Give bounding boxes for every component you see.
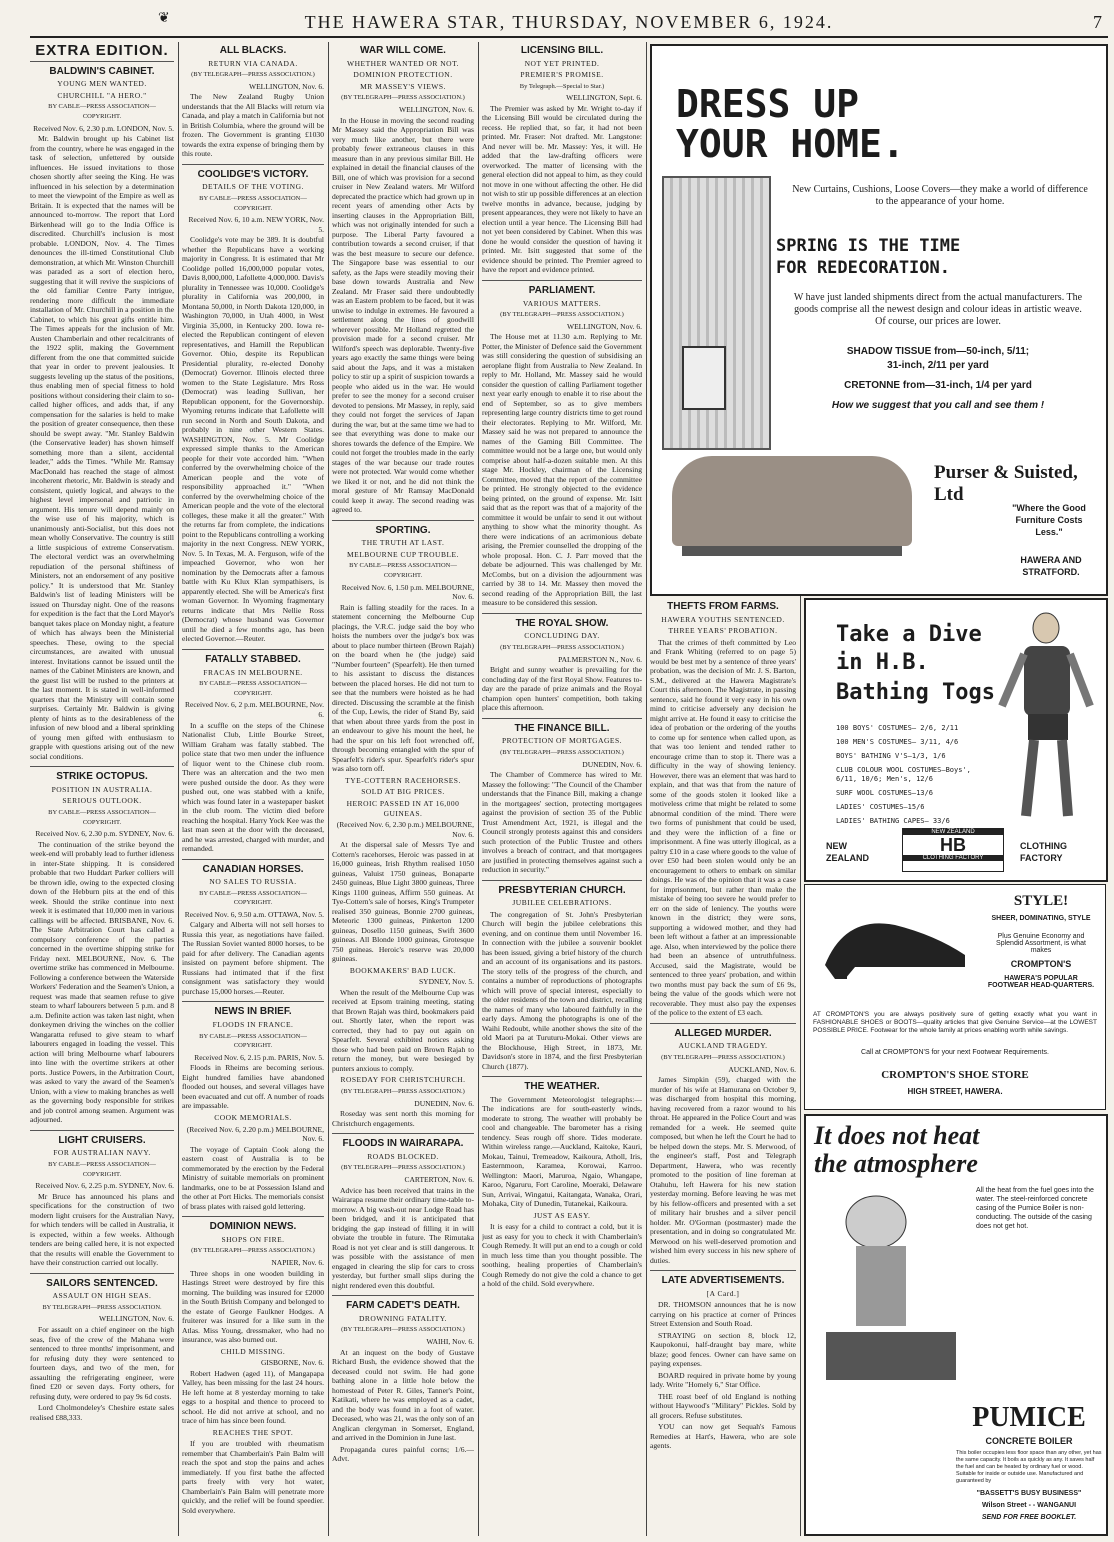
subheading: CONCLUDING DAY. [524, 631, 600, 641]
ad-price: 31-inch, 2/11 per yard [887, 360, 989, 371]
dateline: Received Nov. 6, 1.50 p.m. MELBOURNE, Nov. 6. [341, 582, 474, 602]
column-rule [328, 42, 329, 1536]
article-title: BALDWIN'S CABINET. [49, 65, 155, 77]
dateline: Received Nov. 6, 9.50 a.m. OTTAWA, Nov. 5. [184, 909, 324, 919]
ad-headline: Take a Dive [836, 622, 982, 647]
dateline: (Received Nov. 6, 2.20 p.m.) MELBOURNE, Nov. 6. [186, 1124, 324, 1144]
classified-ad: BOARD required in private home by young lady. Write "Homely 6," Star Office. [650, 1370, 796, 1390]
subheading: HEROIC PASSED IN AT 16,000 GUINEAS. [346, 798, 460, 818]
credit-line: BY CABLE—PRESS ASSOCIATION—COPYRIGHT. [349, 562, 457, 579]
article-body: Bright and sunny weather is prevailing for the concluding day of the first Royal Show. Features to-day are the parade of prize animals and the Royal champion open hunters' competition, both taking place this afternoon. [482, 665, 642, 713]
ad-call: Call at CROMPTON'S for your next Footwear Requirements. [861, 1049, 1049, 1056]
credit-line: BY CABLE—PRESS ASSOCIATION—COPYRIGHT. [199, 889, 307, 907]
ad-left-text: NEW [826, 841, 847, 851]
article-body: The Chamber of Commerce has wired to Mr. Massey the following: "The Council of the Chamber understands that the Finance Bill, making a change in the mortgagees' section, protecting mortgagees against the provision of section 35 of the Public Trust Amendment Act, 1921, is illegal and the Council strongly protests against this and considers such protection of the Public Trustee and others involves a breach of contract, and that mortgagees are justified in protecting themselves against such a reduction in security." [482, 770, 642, 875]
subheading: DOMINION PROTECTION. [353, 70, 453, 80]
subheading: PROTECTION OF MORTGAGES. [501, 736, 623, 746]
subheading: CHILD MISSING. [220, 1346, 286, 1356]
ad-cromptons [804, 884, 1106, 1110]
shoe-illustration [815, 895, 975, 981]
subheading: BOOKMAKERS' BAD LUCK. [349, 965, 457, 975]
subheading: RETURN VIA CANADA. [208, 58, 298, 68]
article-title: WAR WILL COME. [360, 45, 446, 56]
article-title: PRESBYTERIAN CHURCH. [498, 884, 626, 896]
credit-line: (BY TELEGRAPH—PRESS ASSOCIATION.) [500, 748, 624, 756]
late-ads-title: LATE ADVERTISEMENTS. [661, 1275, 785, 1287]
article-body: The Government Meteorologist telegraphs:— The indications are for south-easterly winds, moderate to strong. The weather will probably be cool and changeable. The barometer has a rising tendency. Seas rough off shore. Tides moderate. Within wireless range.—Auckland, Kaitoke, Kauri, Mokau, Tainui, Tremeadow, Kaikoura, Atholl, Iris, Easternmoon, Karamea, Korowai, Karroo. Wellington: Maori, Maruroa, Ngaio, Whangape, Karoo, Ngaruru, Fort Caroline, Moeraki, Delaware Sun, Arrivai, Wingatui, Kaitangata, Wanaka, Orari, Mohaka, City of Dunedin, Tutanekai, Kaikoura. [482, 1094, 642, 1209]
credit-line: (BY TELEGRAPH—PRESS ASSOCIATION.) [191, 71, 315, 79]
article-body: The House met at 11.30 a.m. Replying to Mr. Potter, the Minister of Defence said the Government was still considering the question of subsidising an aeroplane flight from Australia to New Zealand. In reply to Mr. Holland, Mr. Massey said he would consider the question of calling Parliament together next year early enough to enable it to rise about the end of September, so as to give members representing large country districts time to get round their electorates. Replying to Mr. Wilford, Mr. Massey said he was not prepared to announce the names of the Gaming Bill Committee. The committee would not be a large one, but would only comprise about half-a-dozen suitable men. At this stage Mr. Hockley, chairman of the Licensing Committee, moved that the report of the committee be printed. He strongly objected to the evidence being printed, on the ground of expense. Mr. Isitt said that as the report was that of a majority of the committee it would be unfair to send it out without anything to show what the minority thought. As there were indications of an acrimonious debate arising, the Premier counselled the dropping of the whole proposal. Hon. C. J. Parr moved that the debate be adjourned. This was challenged by Mr. McCombs, but on a division the adjournment was carried by 38 to 14. Mr. Massey then moved the second reading of the Appropriation Bill, the last measure to be considered this session. [482, 332, 642, 608]
subheading: HAWERA YOUTHS SENTENCED. [661, 614, 785, 624]
ad-maker: "BASSETT'S BUSY BUSINESS" [976, 1490, 1082, 1497]
subheading: MR MASSEY'S VIEWS. [360, 81, 446, 91]
article-body: Calgary and Alberta will not sell horses to Russia this year, as negotiations have failed. The Russian Soviet wanted 8000 horses, to be paid for after delivery. The Canadian agents insisted on payment before shipment. The Russians had intimated that if the first consignment was satisfactory they would purchase 15,000 horses.—Reuter. [182, 920, 324, 996]
article-title: SAILORS SENTENCED. [46, 1277, 158, 1289]
credit-line: (BY TELEGRAPH—PRESS ASSOCIATION.) [661, 1053, 785, 1061]
footnote: Propaganda cures painful corns; 1/6.—Advt. [332, 1444, 474, 1463]
price-item: LADIES' BATHING CAPES— 33/6 [836, 817, 950, 825]
column-2 [182, 42, 324, 1536]
dateline: PALMERSTON N., Nov. 6. [558, 654, 642, 664]
article-body: The New Zealand Rugby Union understands that the All Blacks will return via Canada, and play a match in California but not in British Columbia, where the ground will be frozen. The Government is granting £1030 towards the extra expense of bringing them by this route. [182, 92, 324, 159]
article-title: THE ROYAL SHOW. [515, 617, 609, 629]
ad-take-a-dive [804, 598, 1108, 882]
extra-edition-heading: EXTRA EDITION. [35, 42, 169, 59]
article-body: James Simpkin (59), charged with the murder of his wife at Hamurana on October 9, was discharged from hospital this morning, having recovered from a razor wound to his throat. He appeared in the Police Court and was remanded for a week. He seemed quite composed, but when he left the Court he had to be helped down the steps. Mr. S. Merwood, of the engineer's staff, Post and Telegraph Department, Hawera, who was recently promoted to the position of line foreman at Otahuhu, left Hawera for his new station yesterday morning. Before leaving he was met by his fellow-officers and presented with a set of military hair brushes and a silver pencil holder. Mr. O'Gorman (postmaster) made the presentation, and in doing so congratulated Mr. Merwood on his well-deserved promotion and wished him every success in his new sphere of duties. [650, 1075, 796, 1265]
masthead [30, 10, 1108, 38]
credit-line: BY CABLE—PRESS ASSOCIATION—COPYRIGHT. [48, 808, 156, 826]
subheading: POSITION IN AUSTRALIA. [51, 784, 153, 794]
dateline: DUNEDIN, Nov. 6. [414, 1098, 474, 1108]
subheading: THE TRUTH AT LAST. [361, 538, 445, 548]
boiler-illustration [816, 1182, 966, 1382]
classified-ad: DR. THOMSON announces that he is now carrying on his practice at corner of Princes Street Extension and South Road. [650, 1300, 796, 1329]
credit-line: (BY TELEGRAPH—PRESS ASSOCIATION.) [341, 94, 465, 102]
dateline: Received Nov. 6, 2.30 p.m. SYDNEY, Nov. 6. [35, 829, 174, 839]
article-body: The Premier was asked by Mr. Wright to-day if the Licensing Bill would be circulated during the recess. He replied that, so far, it had not been printed. Mr. Fraser: Not drafted. Mr. Langstone: And never will be. Mr. Massey: Yes, it will. He added that the law-drafting officers were overworked. The matter of licensing with the general election did not appeal to him, as they could not move in one without affecting the other. He did not wish to stir up possible differences at an election twelve months in advance, because, judging by present appearances, they were not likely to have an election until a year hence. The Licensing Bill had not yet been considered by Cabinet. When this was done he would consider the question of having it printed. Mr. Isitt suggested that some of the evidence should be printed. The Premier agreed to have the report and evidence printed. [482, 103, 642, 275]
subheading: SERIOUS OUTLOOK. [62, 796, 142, 806]
article-body: Coolidge's vote may be 389. It is doubtful whether the Republicans have a working majority in Congress. It is estimated that Mr Coolidge polled 16,000,000 popular votes, Davis 8,000,000, Lafollette 4,000,000. Davis's plurality in Tennessee was 10,000. Coolidge's plurality in California was 200,000, in Montana 50,000, in North Dakota 120,000, in Washington 70,000, in Utah 4000, in West Virginia 35,000, in Kentucky 200. Iowa re-elected the Republican contingent of eleven representatives, and Hamill the Republican Governor. Ohio, despite its Republican Presidential plurality, re-elected Donohy (Democrat) Governor. Illinois elected three women to the State Legislature. Mrs Ross (Democrat) was leading Sullivan, her Republican opponent, for the Governorship. Wyoming returns indicate that Lafollette will run second in North and South Dakota, and probably in nine other Western States. WASHINGTON, Nov. 5. Mr Coolidge expressed simple thanks to the American people for their vote accorded him. "When conferred by the overwhelming choice of the American people and the vote of responsibility approached it." "When conferred by the overwhelming choice of the American people and the vote of the electoral colleges, these make it all the greater." With the returns far from complete, the indications point to the Republicans controlling a working majority in the next Congress. NEW YORK, Nov. 5. In Texas, M. A. Ferguson, wife of the impeached Governor, who won her nomination by the Democrats after a famous battle with Ku Klux Klan sympathisers, is apparently elected. She will be America's first woman Governor. In Wyoming fragmentary returns indicate that Mrs Nellie Ross (Democrat) whose husband was Governor until he died a few months ago, has been elected Governor.—Reuter. [182, 235, 324, 644]
ad-headline: YOUR HOME. [676, 122, 905, 166]
ad-firm-name: Purser & Suisted, Ltd [934, 462, 1078, 505]
ad-brand: PUMICE [972, 1402, 1086, 1433]
article-body: At the dispersal sale of Messrs Tye and Cottern's racehorses, Heroic was passed in at 16,000 guineas, Irish Rhythm realised 1050 guineas, Valuist 1750 guineas, Bonaparte 2450 guineas, Blue Light 3800 guineas, Three Kings 1100 guineas, Affirm 550 guineas. At Tye-Cottern's sale of horses, King's Trumpeter realised 350 guineas, Bonnie 2700 guineas, Meteoric 1300 guineas, Pinkerton 1200 guineas, Dosello 1150 guineas, Swift 3600 guineas. All Blonde 1000 guineas, Grotesque 750 guineas. Heroic's reserve was 20,000 guineas. [332, 840, 474, 964]
credit-line: (BY TELEGRAPH—PRESS ASSOCIATION.) [500, 311, 624, 319]
subheading: AUCKLAND TRAGEDY. [678, 1041, 768, 1051]
subheading: PREMIER'S PROMISE. [520, 70, 604, 80]
article-title: THE WEATHER. [524, 1081, 600, 1093]
article-title: ALL BLACKS. [219, 45, 287, 56]
subheading: SHOPS ON FIRE. [221, 1234, 285, 1244]
credit-line: BY TELEGRAPH—PRESS ASSOCIATION. [42, 1303, 162, 1311]
ad-right-text: FACTORY [1020, 853, 1063, 863]
credit-line: (BY TELEGRAPH—PRESS ASSOCIATION.) [341, 1164, 465, 1172]
article-body: That the crimes of theft committed by Leo and Frank Whiting (referred to on page 5) would be best met by a sentence of three years' probation, was the decision of Mr. J. S. Barton, S.M., delivered at the Hawera Magistrate's Court this afternoon. The Magistrate, in passing sentence, said he found it very easy in his own mind to criticise adversely any decision he might arrive at. He found it easy to criticise the idea of probation or the ordering of the youths to come up for sentence when called upon, as that was too lenient and tended rather to encourage crime than to stop it. There was a difficulty in the way of showing leniency. However, there was an element that was hard to explain, and that was that from the nature of some of the goods stolen it looked like a motiveless crime that might be related to some abnormal condition of the mind. There were two forms of punishment that could be used, and they were the infliction of a fine or imprisonment. A fine was utterly illogical, as a paltry £10 in a case where goods to the value of over £50 had been stolen would only be an encouragement to others to embark on similar doings. He was of the opinion that it was a case for imprisonment, but rather than make the mistake of being too severe he would prefer to err on the side of leniency. The youths were known in the district; they were sons, supporting a widowed mother, and they had been left without a father at an impressionable age. Also, when interviewed by the police there had been an absence of untruthfulness. Accused, said the Magistrate, would be sentenced to three years' probation, and within two months must pay back the sum of £6 9s, being the value of the goods which were not recoverable. They must also pay the expenses of the police to the extent of £3 each. [650, 637, 796, 1018]
subheading: ASSAULT ON HIGH SEAS. [52, 1291, 152, 1301]
credit-line: BY CABLE—PRESS ASSOCIATION—COPYRIGHT. [199, 680, 307, 697]
classified-ad: THE roast beef of old England is nothing without Haywood's "Military" Pickles. Sold by all grocers. Refuse substitutes. [650, 1391, 796, 1420]
dateline: WELLINGTON, Nov. 6. [399, 104, 474, 114]
sofa-illustration [672, 456, 912, 546]
dateline: GISBORNE, Nov. 6. [260, 1358, 324, 1368]
picture-frame-illustration [682, 346, 726, 410]
ad-brand-sub: CONCRETE BOILER [985, 1436, 1073, 1446]
credit-line: BY CABLE—PRESS ASSOCIATION—COPYRIGHT. [48, 103, 156, 120]
ad-maker-address: Wilson Street - - WANGANUI [981, 1502, 1077, 1509]
article-title: COOLIDGE'S VICTORY. [197, 168, 309, 180]
ad-store: CROMPTON'S SHOE STORE [881, 1069, 1029, 1081]
ad-spring: SPRING IS THE TIME [776, 236, 961, 256]
dateline: NAPIER, Nov. 6. [271, 1258, 324, 1267]
article-title: SPORTING. [375, 524, 431, 536]
column-1 [30, 42, 174, 1536]
sofa-base-illustration [682, 546, 902, 556]
article-title: ALLEGED MURDER. [674, 1027, 772, 1039]
credit-line: (BY TELEGRAPH—PRESS ASSOCIATION.) [191, 1247, 315, 1255]
newspaper-title: THE HAWERA STAR, THURSDAY, NOVEMBER 6, 1924. [304, 12, 834, 32]
dateline: WELLINGTON, Sept. 6. [566, 93, 642, 103]
article-body: At an inquest on the body of Gustave Richard Bush, the evidence showed that the deceased could not swim. He had gone bathing alone in a little hole below the homestead of Peter R. Giles, Tanner's Point, Katikati, where he was employed as a cadet, and the body was found in a foot of water. Deceased, who was 21, was the only son of an Anglican clergyman in Somerset, England, and arrived in the Dominion in June last. [332, 1347, 474, 1442]
article-title: STRIKE OCTOPUS. [56, 771, 148, 783]
price-item: LADIES' COSTUMES—15/6 [836, 803, 925, 811]
ad-towns: HAWERA AND STRATFORD. [1020, 555, 1082, 577]
ad-price: CRETONNE from—31-inch, 1/4 per yard [844, 380, 1032, 391]
article-body: Mr. Baldwin brought up his Cabinet list from the country, where he was engaged in the task of selection, unfettered by outside influences. He issued invitations to those chosen shortly after seeing the King. He was influenced in his selection by a determination to meet the viewpoint of the Empire as well as Britain. It is expected that the names will be announced to-morrow. The report that Lord Birkenhead will go to the India Office is discredited. Churchill's inclusion is most probable. LONDON, Nov. 4. The Times denounces the ill-timed Constitutional Club demonstration, at which Mr. Winston Churchill was paraded as a sort of election hero, suggesting that it will revive the suspicions of the old familiar Centre Party intrigue, rendering more difficult the immediate installation of Mr. Churchill in a position in the Cabinet, to which his great gifts entitle him. The Times appeals for the inclusion of Mr. Austen Chamberlain and other recalcitrants of the 1922 split, making the Government different from the one that committed suicide that year in order to prevent jealousies. It suggests leveling up the status of the positions, thus enabling men of special fitness to hold positions without considering their claim to so-called higher offices, and adds that, if any compensation for the salaries is held to make the position of greater consequence, then these should be swept away. "Mr. Stanley Baldwin (the Conservative leader) has shown himself something more than a silent, accidental leader," adds the Times. "While Mr. Ramsay MacDonald has reached the stage of almost incoherent rhetoric, Mr. Baldwin is steady and consistent, quietly logical, and always to the highest level impersonal and patriotic in argument. His tenure will depend mainly on the wise use of his majority, which is unanimously anti-Socialist, but this does not mean wholly Conservative. The country is still a little suspicious of extreme Conservatism. The electoral verdict was an overwhelming repudiation of the personal shiftiness of Ministers, not an endorsement of any positive policy." It is understood that Mr. Stanley Baldwin's list of leading Ministers will be issued on Thursday night. One of the reasons for expedition is the fact that the Lord Mayor's banquet takes place on Monday night, a feature of which has always been the Ministerial speeches. These, owing to the special circumstances, are awaited with unusual interest. Invitations cannot be issued until the names of the Cabinet Ministers are known, and the guest list will be rushed to the printers at the last moment. It is stated in well-informed quarters that the Ministry will contain some surprises. Certainly Mr. Baldwin is giving plenty of hints as to the desirableness of the infusion of new blood and a liberal sprinkling of young men gifted with enthusiasm to grapple with questions arising out of the new social conditions. [30, 134, 174, 761]
subheading: [A Card.] [706, 1288, 740, 1298]
ad-popular: HAWERA'S POPULAR FOOTWEAR HEAD-QUARTERS. [987, 975, 1095, 989]
ad-pumice-boiler [804, 1114, 1108, 1536]
price-item: SURF WOOL COSTUMES—13/6 [836, 789, 933, 797]
article-title: LIGHT CRUISERS. [58, 1134, 146, 1146]
subheading: CHURCHILL "A HERO." [57, 90, 147, 100]
column-rule [178, 42, 179, 1536]
dateline: SYDNEY, Nov. 5. [418, 977, 474, 987]
subheading: JUBILEE CELEBRATIONS. [512, 898, 612, 908]
dateline: WELLINGTON, Nov. 6. [99, 1314, 174, 1324]
ad-intro: New Curtains, Cushions, Loose Covers—they make a world of difference to the appearance of your home. [792, 184, 1088, 207]
subheading: FRACAS IN MELBOURNE. [203, 667, 303, 677]
dateline: CARTERTON, Nov. 6. [404, 1175, 474, 1185]
ad-headline: in H.B. [836, 650, 929, 675]
ornament-icon: ❦ [158, 11, 170, 26]
article-title: FARM CADET'S DEATH. [346, 1300, 460, 1312]
article-body: Robert Hadwen (aged 11), of Mangapapa Valley, has been missing for the last 24 hours. He left home at 8 yesterday morning to take eggs to a hospital and thence to proceed to school. He did not arrive at school, and no trace of him has since been found. [182, 1368, 324, 1426]
article-body: When the result of the Melbourne Cup was received at Epsom training meeting, stating that Brown Rajah was third, bookmakers paid out. Shortly later, when the report was corrected, they had to pay out again on Spearfelt. Several exhibited notices asking those who had been paid on Brown Rajah to return the money, but were besieged by punters anxious to comply. [332, 987, 474, 1073]
article-title: FATALLY STABBED. [205, 653, 301, 665]
credit-line: (BY TELEGRAPH—PRESS ASSOCIATION.) [341, 1088, 465, 1096]
subheading: WHETHER WANTED OR NOT. [347, 58, 459, 68]
subheading: SOLD AT BIG PRICES. [361, 787, 445, 797]
ad-body: AT CROMPTON'S you are always positively sure of getting exactly what you want in FASHIONABLE SHOES or BOOTS—quality articles that give Genuine Service—at the LOWEST POSSIBLE PRICE. Footwear for the whole family at prices enabling worth while savings. [813, 1011, 1097, 1034]
article-body: The congregation of St. John's Presbyterian Church will begin the jubilee celebrations this evening, and on continue them until November 16. In connection with the jubilee a souvenir booklet has been issued, giving a brief history of the church and an account of its organisations and its pastors. The story tells of the progress of the church, and contains a number of reproductions of photographs which will prove of special interest, especially to the older residents of the town and district, recalling the names of many who laboured faithfully in the early days. Among the photographs is one of the Waihi Redoubt, while another shows the site of the old Maori pa at Turuturu-Mokai. Other views are the Blockhouse, High Street, in 1873, Mr. Davidson's store in 1874, and the first Presbyterian Church (1877). [482, 909, 642, 1071]
footnote: Lord Cholmondeley's Cheshire estate sales realised £88,333. [30, 1403, 174, 1422]
subheading: MELBOURNE CUP TROUBLE. [346, 549, 460, 559]
subheading: REACHES THE SPOT. [212, 1427, 294, 1437]
credit-line: (BY TELEGRAPH—PRESS ASSOCIATION.) [500, 644, 624, 652]
price-item: 100 MEN'S COSTUMES— 3/11, 4/6 [836, 738, 959, 746]
article-title: DOMINION NEWS. [209, 1221, 297, 1233]
ad-blurb: All the heat from the fuel goes into the water. The steel-reinforced concrete casing of the Pumice Boiler is non-conducting. The outside of the casing does not get hot. [976, 1187, 1094, 1230]
hb-logo [902, 828, 1004, 872]
dateline: WELLINGTON, Nov. 6. [249, 81, 324, 91]
ad-style: STYLE! [1013, 893, 1069, 909]
subheading: ROSEDAY FOR CHRISTCHURCH. [340, 1075, 466, 1085]
article-body: Mr Bruce has announced his plans and specifications for the construction of two modern light cruisers for the Australian Navy, for which tenders will be called in Australia, it is expected, within a few weeks. Although tenders are being called here, it is not expected that the results will enable the Government to have their construction carried out locally. [30, 1191, 174, 1268]
article-body: Rain is falling steadily for the races. In a statement concerning the Melbourne Cup placings, the V.R.C. judge said the boy who hoists the numbers over the judge's box was about to place number thirteen (Brown Rajah) on the board when he (the judge) said "Number fourteen" (Spearfelt). He then turned to his assistant to discuss the distances between the placed horses. He did not turn to see that the numbers were hoisted as he had directed. Discussing the scramble at the finish of the Cup, Lewis, the rider of Stand By, said that when about three yards from the post in an endeavour to give his mount the heel, he had the spur on his left foot wrenched off, through becoming entangled with the spur of Spearfelt's rider's spur. Spearfelt's rider's spur was also torn off. [332, 602, 474, 774]
credit-line: BY CABLE—PRESS ASSOCIATION—COPYRIGHT. [199, 195, 307, 212]
logo-mark: HB [940, 835, 966, 855]
article-body: Advice has been received that trains in the Wairarapa resume their ordinary time-table to-morrow. A big wash-out near Lodge Road has been bridged, and it is anticipated that bridging the gap instead of filling it in will obviate the trouble in future. The Rimutaka Road is not yet clear and is still dangerous. It was possible with the assistance of men engaged in clearing the slip for cars to cross yesterday, but further small slips during the night rendered even this doubtful. [332, 1185, 474, 1290]
dateline: Received Nov. 6, 2.30 p.m. LONDON, Nov. 5. [33, 123, 174, 133]
dateline: Received Nov. 6, 10 a.m. NEW YORK, Nov. 5. [188, 215, 324, 234]
ad-left-text: ZEALAND [826, 853, 869, 863]
price-item: BOYS' BATHING V'S—1/3, 1/6 [836, 752, 946, 760]
ad-headline: It does not heat [814, 1121, 980, 1150]
dateline: Received Nov. 6, 2.25 p.m. SYDNEY, Nov. 6. [35, 1181, 174, 1191]
logo-top: NEW ZEALAND [903, 829, 1003, 835]
ad-brand: CROMPTON'S [1010, 959, 1072, 969]
ad-body: W have just landed shipments direct from the actual manufacturers. The goods comprise all the newest design and colour ideas in artistic weave. Of course, our prices are lower. [793, 292, 1083, 327]
subheading: THREE YEARS' PROBATION. [668, 626, 778, 636]
classified-ad: YOU can now get Sequah's Famous Remedies at Hart's, Hawera, who are sole agents. [650, 1422, 796, 1451]
price-item: CLUB COLOUR WOOL COSTUMES—Boys', 6/11, 10/6; Men's, 12/6 [836, 766, 971, 783]
subheading: FLOODS IN FRANCE. [212, 1020, 294, 1030]
article-title: THE FINANCE BILL. [514, 722, 610, 734]
ad-price-list [836, 724, 986, 831]
column-3 [332, 42, 474, 1536]
subheading: VARIOUS MATTERS. [522, 298, 602, 308]
ad-dress-up-your-home [650, 44, 1108, 596]
article-title: FLOODS IN WAIRARAPA. [342, 1138, 464, 1150]
subheading: DROWNING FATALITY. [358, 1313, 448, 1323]
credit-line: BY CABLE—PRESS ASSOCIATION—COPYRIGHT. [199, 1032, 307, 1050]
article-title: NEWS IN BRIEF. [214, 1006, 292, 1018]
subheading: YOUNG MEN WANTED. [57, 79, 147, 89]
page-number: 7 [1093, 12, 1102, 32]
subheading: JUST AS EASY. [533, 1210, 591, 1220]
column-5 [650, 598, 796, 1536]
subheading: NOT YET PRINTED. [524, 58, 600, 68]
dateline: WAIHI, Nov. 6. [426, 1336, 474, 1346]
ad-plus: Plus Genuine Economy and Splendid Assortment, is what makes [996, 933, 1086, 954]
dateline: WELLINGTON, Nov. 6. [567, 321, 642, 331]
article-body: Roseday was sent north this morning for Christchurch engagements. [332, 1109, 474, 1128]
article-title: LICENSING BILL. [520, 45, 604, 56]
ad-spring: FOR REDECORATION. [776, 258, 950, 278]
column-rule [646, 42, 647, 1536]
price-item: 100 BOYS' COSTUMES— 2/6, 2/11 [836, 724, 959, 732]
article-title: THEFTS FROM FARMS. [667, 601, 779, 612]
credit-line: By Telegraph.—Special to Star.) [519, 82, 605, 90]
credit-line: (BY TELEGRAPH—PRESS ASSOCIATION.) [341, 1326, 465, 1334]
article-body: The voyage of Captain Cook along the eastern coast of Australia is to be commemorated by the erection by the Federal Ministry of suitable memorials on prominent landmarks, one to be at Possession Island and the other at Port Hicks. The memorials consist of brass plates with raised gold lettering. [182, 1144, 324, 1211]
article-title: PARLIAMENT. [528, 284, 596, 296]
subheading: COOK MEMORIALS. [214, 1112, 292, 1122]
classified-ad: STRAYING on section 8, block 12, Kaupokonui, half-draught bay mare, white blaze; good fences. Owner can have same on paying expenses. [650, 1330, 796, 1369]
ad-slogan: "Where the Good Furniture Costs Less." [1012, 503, 1086, 537]
subheading: DETAILS OF THE VOTING. [202, 182, 304, 192]
article-body: If you are troubled with rheumatism remember that Chamberlain's Pain Balm will reach the spot and stop the pains and aches immediately. If you first bathe the affected parts freely with very hot water, Chamberlain's Pain Balm will penetrate more quickly, and the relief will be found speedier. Sold everywhere. [182, 1439, 324, 1515]
subheading: NO SALES TO RUSSIA. [209, 877, 297, 887]
article-body: Floods in Rheims are becoming serious. Eight hundred families have abandoned flooded out houses, and several villages have been evacuated and cut off. A number of roads are impassable. [182, 1063, 324, 1111]
dateline: DUNEDIN, Nov. 6. [582, 759, 642, 769]
article-body: For assault on a chief engineer on the high seas, five of the crew of the Mahana were sentenced to three months' imprisonment, and for refusing duty they were sentenced to fourteen days, and two of the men, for assaulting the refrigerating engineer, were fined £20 or seven days. Forty others, for refusing duty, were ordered to pay 9s 6d costs. [30, 1325, 174, 1401]
ad-headline: Bathing Togs [836, 680, 995, 705]
dateline: (Received Nov. 6, 2.30 p.m.) MELBOURNE, Nov. 6. [336, 820, 474, 839]
subheading: TYE-COTTERN RACEHORSES. [345, 775, 461, 785]
subheading: ROADS BLOCKED. [367, 1151, 439, 1161]
article-body: It is easy for a child to contract a cold, but it is just as easy for you to check it with Chamberlain's Cough Remedy. It will put an end to a cough or cold in much less time than you thought possible. The soothing, healing properties of Chamberlain's Cough Remedy do not give the cold a chance to get a hold of the child. Sold everywhere. [482, 1222, 642, 1289]
dateline: AUCKLAND, Nov. 6. [728, 1064, 796, 1074]
ad-suggest: How we suggest that you call and see them ! [831, 400, 1045, 411]
article-body: Three shops in one wooden building in Hastings Street were destroyed by fire this morning. The building was insured for £2000 in the South British Company and belonged to the estate of George Faulkner Hodges. A fruiterer was insured for a like sum in the Atlas. Miss Young, dressmaker, who had no insurance, was also burned out. [182, 1268, 324, 1345]
ad-send: SEND FOR FREE BOOKLET. [981, 1514, 1077, 1521]
ad-headline: the atmosphere [814, 1149, 978, 1178]
logo-bottom: CLOTHING FACTORY [903, 855, 1003, 861]
column-rule [478, 42, 479, 1536]
subheading: FOR AUSTRALIAN NAVY. [53, 1148, 151, 1158]
dateline: Received Nov. 6, 2 p.m. MELBOURNE, Nov. 6. [184, 700, 324, 719]
ad-price: SHADOW TISSUE from—50-inch, 5/11; [846, 346, 1030, 357]
swimmer-illustration [986, 606, 1096, 826]
ad-headline: DRESS UP [676, 82, 860, 126]
column-4 [482, 42, 642, 1536]
article-body: The continuation of the strike beyond the week-end will probably lead to further idleness in inter-State shipping. It is considered probable that two Huddart Parker colliers will be thrown idle, owing to the expected closing down of the Hebburn pits at the end of this week. Should the strike continue into next week it is estimated that 10,000 men in various callings will be affected. BRISBANE, Nov. 6. The State Arbitration Court has called a compulsory conference of the parties concerned in the overtime shipping strike for Friday next. MELBOURNE, Nov. 6. The overtime strike has commenced in Melbourne. Following a conference between the Waterside Workers' Federation and the Seamen's Union, a request was made that seamen refuse to give steam to wharf labourers between 5 p.m. and 8 a.m. Definite action was taken last night, when donkeymen driving the winches on the collier Wangaratta refused to give steam to wharf labourers engaged in loading the vessel. This action will bring Melbourne wharf labourers into line with the overtime strikers at other ports. Justice Powers, in the Arbitration Court, was asked to vary the award of the Seamen's Union, with a view to making branches as well as the governing body responsible for strikes and job control among seamen. Argument was adjourned. [30, 839, 174, 1125]
ad-address: HIGH STREET, HAWERA. [907, 1087, 1003, 1096]
article-body: In a scuffle on the steps of the Chinese Nationalist Club, Little Bourke Street, William Graham was fatally stabbed. The police state that two men under the influence of liquor went to the Chinese club room. There was an altercation and the two men were pushed outside the door. As they were pushed out, one was stabbed with a knife, which was found later in a wastepaper basket in the club room. The victim died before reaching the hospital. Harry Yock Kee was the last man seen at the door with the deceased, and he was arrested, charged with murder, and remanded. [182, 720, 324, 853]
dateline: Received Nov. 6, 2.15 p.m. PARIS, Nov. 5. [194, 1052, 324, 1062]
ad-sub: SHEER, DOMINATING, STYLE [991, 915, 1091, 922]
ad-fine-print: This boiler occupies less floor space than any other, yet has the same capacity. It boils as quickly as any. It saves half the fuel and can be heated by ordinary fuel or wood. Suitable for inside or outside use. Manufactured and guaranteed by [956, 1450, 1102, 1484]
article-title: CANADIAN HORSES. [202, 863, 304, 875]
ad-right-text: CLOTHING [1020, 841, 1067, 851]
article-body: In the House in moving the second reading Mr Massey said the Appropriation Bill was very much like another, but there were probably fewer extraneous clauses in this measure than in any previous similar Bill. He explained in detail the financial clauses of the Bill, one of which was provision for a second cruiser in New Zealand waters. Mr Wilford deprecated the practice which had grown up in recent years of amending other Acts by inserting clauses in the Appropriation Bill, which was not originally intended for such a purpose. The Liberal Party favoured a contribution towards a second cruiser, if that was the best measure to secure our defence. The Singapore base was essential to our safety, as the Japs were steadily moving their base down towards Australia and New Zealand. Mr Fraser said there undoubtedly was an Eastern problem to be faced, but it was unwise to indulge in extremes. He favoured a settlement along the lines of goodwill wherever possible. Mr Holland regretted the provision made for a second cruiser. Mr Wilford's speech was deplorable. Twenty-five years ago exactly the same things were being said about the Japs, and it was a mistaken policy to stir up a spirit of suspicion towards a people who aided us in the war. He would prefer to see the money for a second cruiser devoted to pensions. Mr Massey, in reply, said they could not forget the services of Japan during the war, but at the same time we had to see that everything was done to make our shores towards the defence of the Empire. We could not forget the troubles made in the early stages of the war because our trade routes were not protected. War would come whether we liked it or not, and he did not think the moral gesture of Mr Ramsay MacDonald could keep it away. The second reading was agreed to. [332, 115, 474, 515]
credit-line: BY CABLE—PRESS ASSOCIATION—COPYRIGHT. [48, 1160, 156, 1178]
column-rule [800, 595, 801, 1536]
